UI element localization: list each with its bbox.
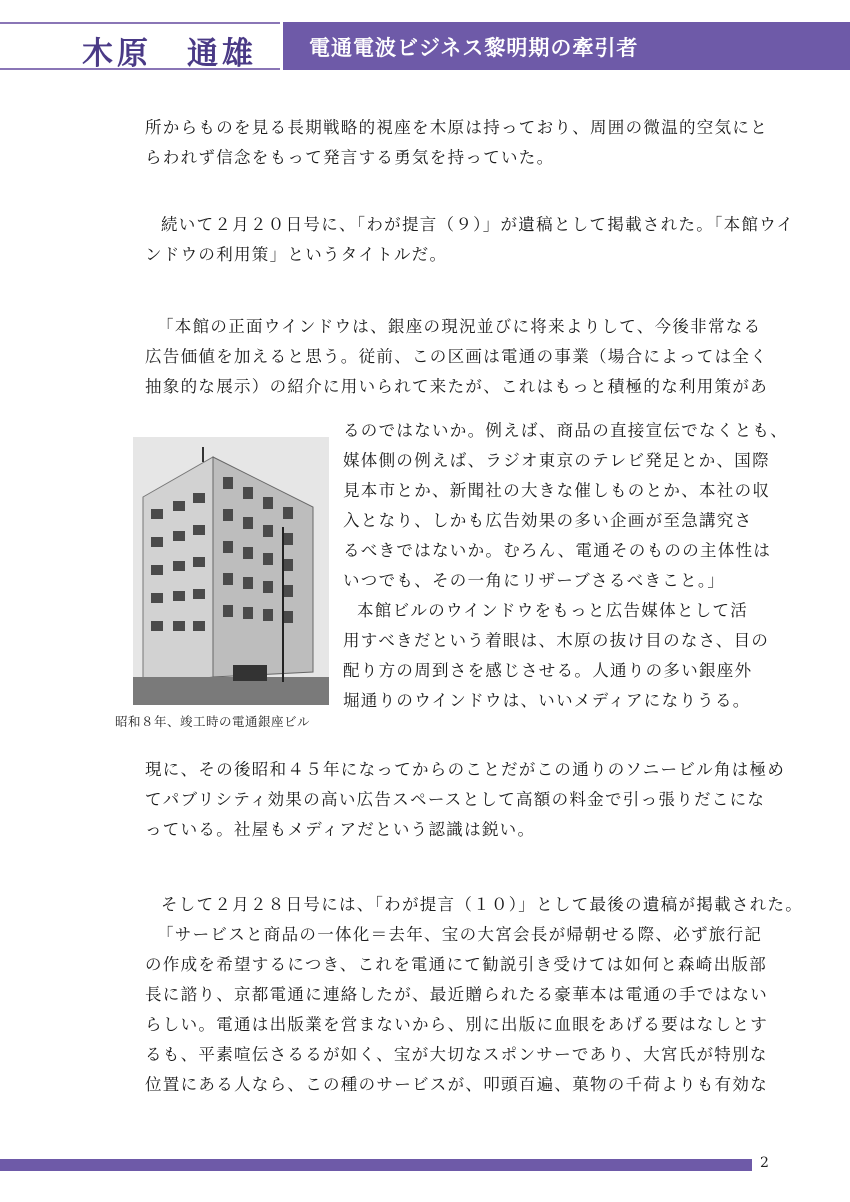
text-line: 堀通りのウインドウは、いいメディアになりうる。 — [343, 691, 751, 710]
building-photo — [133, 437, 329, 705]
paragraph-5 — [145, 890, 803, 1100]
paragraph-2 — [145, 210, 794, 270]
text-line: 配り方の周到さを感じさせる。人通りの多い銀座外 — [343, 661, 753, 680]
text-line: 抽象的な展示）の紹介に用いられて来たが、これはもっと積極的な利用策があ — [145, 377, 768, 396]
header-title-bar — [283, 22, 850, 70]
page-header — [0, 22, 850, 72]
text-line: っている。社屋もメディアだという認識は鋭い。 — [145, 820, 536, 839]
paragraph-4 — [145, 755, 785, 845]
text-line: るべきではないか。むろん、電通そのものの主体性は — [343, 541, 772, 560]
text-line: 「本館の正面ウインドウは、銀座の現況並びに将来よりして、今後非常なる — [157, 317, 762, 336]
page-number: 2 — [760, 1155, 769, 1171]
text-line: 用すべきだという着眼は、木原の抜け目のなさ、目の — [343, 631, 770, 650]
text-line: 現に、その後昭和４５年になってからのことだがこの通りのソニービル角は極め — [145, 760, 786, 779]
text-line: 続いて２月２０日号に、「わが提言（９）」が遺稿として掲載された。「本館ウイ — [161, 215, 795, 234]
text-line: の作成を希望するにつき、これを電通にて勧説引き受けては如何と森崎出版部 — [145, 955, 768, 974]
text-line: 入となり、しかも広告効果の多い企画が至急講究さ — [343, 511, 753, 530]
header-article-title: 電通電波ビジネス黎明期の牽引者 — [309, 36, 639, 60]
text-line: 「サービスと商品の一体化＝去年、宝の大宮会長が帰朝せる際、必ず旅行記 — [157, 925, 763, 944]
footer-bar — [0, 1159, 752, 1171]
text-line: ンドウの利用策」というタイトルだ。 — [145, 245, 448, 264]
text-line: 広告価値を加えると思う。従前、この区画は電通の事業（場合によっては全く — [145, 347, 768, 366]
paragraph-3-wrapped — [343, 416, 788, 716]
text-line: るも、平素喧伝さるるが如く、宝が大切なスポンサーであり、大宮氏が特別な — [145, 1045, 768, 1064]
paragraph-1 — [145, 113, 768, 173]
text-line: らしい。電通は出版業を営まないから、別に出版に血眼をあげる要はなしとす — [145, 1015, 768, 1034]
text-line: らわれず信念をもって発言する勇気を持っていた。 — [145, 148, 555, 167]
text-line: いつでも、その一角にリザーブさるべきこと。」 — [343, 571, 726, 590]
text-line: てパブリシティ効果の高い広告スペースとして高額の料金で引っ張りだこにな — [145, 790, 766, 809]
text-line: 位置にある人なら、この種のサービスが、叩頭百遍、菓物の千荷よりも有効な — [145, 1075, 768, 1094]
building-illustration — [133, 437, 329, 705]
paragraph-3-full — [145, 312, 768, 402]
text-line: るのではないか。例えば、商品の直接宣伝でなくとも、 — [343, 421, 788, 440]
text-line: 媒体側の例えば、ラジオ東京のテレビ発足とか、国際 — [343, 451, 770, 470]
text-line: そして２月２８日号には、「わが提言（１０）」として最後の遺稿が掲載された。 — [161, 895, 804, 914]
text-line: 見本市とか、新聞社の大きな催しものとか、本社の収 — [343, 481, 771, 500]
text-line: 本館ビルのウインドウをもっと広告媒体として活 — [357, 601, 749, 620]
text-line: 長に諮り、京都電通に連絡したが、最近贈られたる豪華本は電通の手ではない — [145, 985, 768, 1004]
header-person-name: 木原 通雄 — [82, 36, 257, 72]
text-line: 所からものを見る長期戦略的視座を木原は持っており、周囲の微温的空気にと — [145, 118, 768, 137]
header-name-box — [0, 22, 280, 70]
photo-caption: 昭和８年、竣工時の電通銀座ビル — [115, 714, 311, 729]
